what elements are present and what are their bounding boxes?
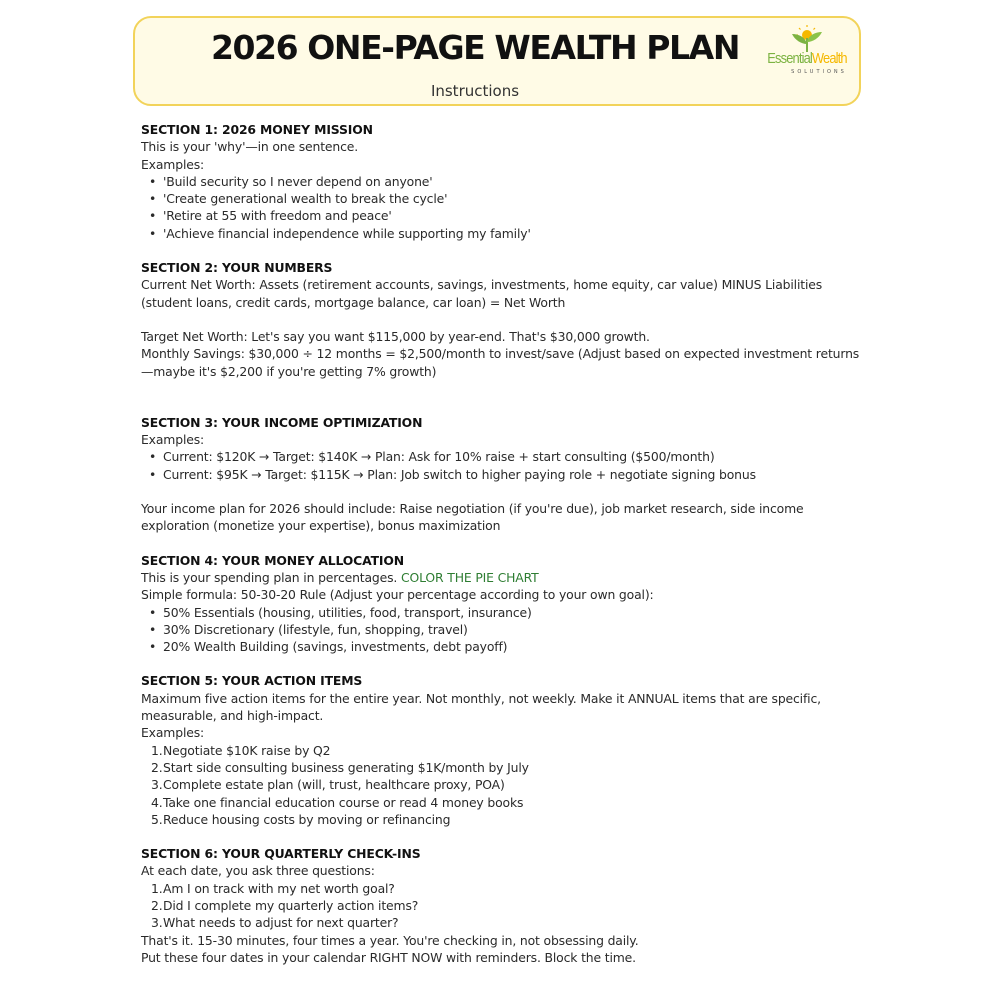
section-3-examples-label: Examples: xyxy=(141,432,205,448)
section-6-closing-2: Put these four dates in your calendar RIGHT NOW with reminders. Block the time. xyxy=(141,949,636,965)
list-item: 3. What needs to adjust for next quarter? xyxy=(151,915,399,931)
section-5-action-list xyxy=(141,742,861,828)
section-2 xyxy=(141,259,861,380)
pie-chart-highlight: COLOR THE PIE CHART xyxy=(401,569,539,585)
logo-tagline: SOLUTIONS xyxy=(791,69,847,75)
section-5-examples-label: Examples: xyxy=(141,725,205,741)
essential-wealth-logo xyxy=(759,24,855,86)
section-2-title: SECTION 2: YOUR NUMBERS xyxy=(141,260,333,276)
list-item: • 'Create generational wealth to break the cycle' xyxy=(141,190,861,207)
page-title: 2026 ONE-PAGE WEALTH PLAN xyxy=(210,28,740,67)
section-4 xyxy=(141,552,861,656)
list-item: • 30% Discretionary (lifestyle, fun, shopping, travel) xyxy=(141,621,861,638)
list-item: • 'Retire at 55 with freedom and peace' xyxy=(141,207,861,224)
list-item: • 20% Wealth Building (savings, investments, debt payoff) xyxy=(141,638,861,655)
section-6-question-list xyxy=(141,880,861,932)
section-1-examples xyxy=(141,173,861,242)
section-1 xyxy=(141,121,861,242)
section-4-title: SECTION 4: YOUR MONEY ALLOCATION xyxy=(141,552,404,568)
instructions-body xyxy=(141,121,861,966)
list-item: 4. Take one financial education course or read 4 money books xyxy=(151,794,524,810)
section-1-intro: This is your 'why'—in one sentence. xyxy=(141,139,359,155)
section-4-formula: Simple formula: 50-30-20 Rule (Adjust your percentage according to your own goal): xyxy=(141,587,654,603)
list-item: 1. Negotiate $10K raise by Q2 xyxy=(151,742,331,758)
section-4-intro-line xyxy=(141,569,861,586)
section-5-intro: Maximum five action items for the entire year. Not monthly, not weekly. Make it ANNUAL items that are specific, measurable, and high-impact. xyxy=(141,690,821,724)
list-item: • 'Achieve financial independence while supporting my family' xyxy=(141,225,861,242)
section-6-title: SECTION 6: YOUR QUARTERLY CHECK-INS xyxy=(141,846,421,862)
logo-wordmark: EssentialWealth xyxy=(767,50,847,67)
section-3-plan: Your income plan for 2026 should include: Raise negotiation (if you're due), job market research, side income exploration (monetize your expertise), bonus maximization xyxy=(141,501,804,534)
header-banner xyxy=(133,16,861,106)
section-3-title: SECTION 3: YOUR INCOME OPTIMIZATION xyxy=(141,414,423,430)
section-3 xyxy=(141,414,861,535)
list-item: 2. Start side consulting business generating $1K/month by July xyxy=(151,759,529,775)
section-1-examples-label: Examples: xyxy=(141,156,205,172)
section-6-intro: At each date, you ask three questions: xyxy=(141,863,375,879)
list-item: • 'Build security so I never depend on anyone' xyxy=(141,173,861,190)
list-item: • Current: $120K → Target: $140K → Plan: Ask for 10% raise + start consulting ($500/month) xyxy=(141,448,861,465)
section-6 xyxy=(141,845,861,966)
list-item: 5. Reduce housing costs by moving or refinancing xyxy=(151,811,451,827)
section-1-title: SECTION 1: 2026 MONEY MISSION xyxy=(141,122,373,137)
section-4-intro: This is your spending plan in percentages. xyxy=(141,569,398,585)
section-3-examples xyxy=(141,448,861,483)
list-item: 3. Complete estate plan (will, trust, healthcare proxy, POA) xyxy=(151,777,505,793)
section-6-closing-1: That's it. 15-30 minutes, four times a year. You're checking in, not obsessing daily. xyxy=(141,932,639,948)
list-item: • 50% Essentials (housing, utilities, food, transport, insurance) xyxy=(141,604,861,621)
section-2-monthly: Monthly Savings: $30,000 ÷ 12 months = $2,500/month to invest/save (Adjust based on expected investment returns—maybe it's $2,200 if you're getting 7% growth) xyxy=(141,346,860,379)
section-2-net-worth: Current Net Worth: Assets (retirement accounts, savings, investments, home equity, car value) MINUS Liabilities (student loans, credit cards, mortgage balance, car loan) = Net Worth xyxy=(141,277,823,310)
list-item: • Current: $95K → Target: $115K → Plan: Job switch to higher paying role + negotiate signing bonus xyxy=(141,466,861,483)
section-5 xyxy=(141,672,861,828)
list-item: 2. Did I complete my quarterly action items? xyxy=(151,897,419,913)
section-4-allocation-list xyxy=(141,604,861,656)
page-subtitle: Instructions xyxy=(430,82,520,100)
section-5-title: SECTION 5: YOUR ACTION ITEMS xyxy=(141,673,363,689)
list-item: 1. Am I on track with my net worth goal? xyxy=(151,880,395,896)
section-2-target: Target Net Worth: Let's say you want $115,000 by year-end. That's $30,000 growth. xyxy=(141,328,650,344)
